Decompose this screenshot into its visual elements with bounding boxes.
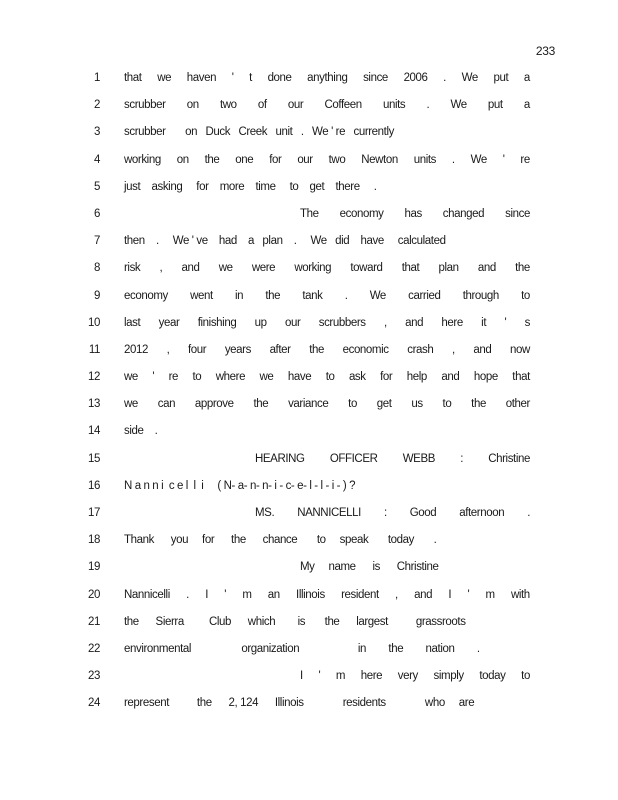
line-number: 17 <box>88 507 100 519</box>
line-number: 18 <box>88 534 100 547</box>
line-number: 15 <box>88 452 100 465</box>
line-text: Nannicelli . I ' m an Illinois resident , and I ' m with <box>124 588 530 601</box>
transcript-line <box>0 259 618 286</box>
line-text: we can approve the variance to get us to the other <box>124 398 530 411</box>
transcript-line <box>0 205 618 232</box>
line-number: 13 <box>88 398 100 411</box>
line-text: the Sierra Club which is the largest grassroots <box>124 615 466 628</box>
line-text: we ' re to where we have to ask for help and hope that <box>124 371 530 384</box>
line-number: 14 <box>88 425 100 438</box>
line-number: 16 <box>88 479 100 492</box>
line-text: 2012 , four years after the economic crash , and now <box>124 343 530 356</box>
transcript-line <box>0 69 618 96</box>
line-number: 4 <box>94 153 100 166</box>
transcript-line <box>0 640 618 667</box>
line-text: I ' m here very simply today to <box>300 670 530 683</box>
transcript-line <box>0 667 618 694</box>
line-text: Thank you for the chance to speak today . <box>124 534 437 547</box>
line-number: 19 <box>88 561 100 574</box>
line-text: MS. NANNICELLI : Good afternoon . <box>255 507 530 519</box>
transcript-line <box>0 96 618 123</box>
line-text: just asking for more time to get there . <box>124 180 377 193</box>
line-text: side . <box>124 425 158 438</box>
line-number: 20 <box>88 588 100 601</box>
line-number: 12 <box>88 371 100 384</box>
transcript-line <box>0 151 618 178</box>
line-text: represent the 2, 124 Illinois residents who are <box>124 697 475 710</box>
line-text: then . We ' ve had a plan . We did have calculated <box>124 235 446 248</box>
transcript-line <box>0 504 618 531</box>
line-text: The economy has changed since <box>300 207 530 220</box>
line-number: 6 <box>94 207 100 220</box>
transcript-line <box>0 422 618 449</box>
line-text: working on the one for our two Newton units . We ' re <box>124 153 530 166</box>
line-number: 7 <box>94 235 100 248</box>
transcript-line <box>0 477 618 504</box>
line-text: scrubber on two of our Coffeen units . We put a <box>124 99 530 112</box>
transcript-line <box>0 314 618 341</box>
line-text: scrubber on Duck Creek unit . We ' re currently <box>124 126 394 139</box>
transcript-line <box>0 613 618 640</box>
line-number: 3 <box>94 126 100 139</box>
line-text: HEARING OFFICER WEBB : Christine <box>255 452 530 465</box>
line-text: environmental organization in the nation . <box>124 642 480 655</box>
line-number: 24 <box>88 697 100 710</box>
line-number: 9 <box>94 289 100 302</box>
line-number: 1 <box>94 72 100 84</box>
line-text: risk , and we were working toward that plan and the <box>124 262 530 275</box>
line-number: 10 <box>88 316 100 329</box>
line-text: that we haven ' t done anything since 2006 . We put a <box>124 72 530 84</box>
line-number: 2 <box>94 99 100 112</box>
line-text: N a n n i c e l l i ( N- a- n- n- i - c- e- l - l - i - ) ? <box>124 479 356 492</box>
line-number: 8 <box>94 262 100 275</box>
line-number: 21 <box>88 615 100 628</box>
line-number: 22 <box>88 642 100 655</box>
transcript-line <box>0 531 618 558</box>
transcript-body <box>0 69 618 722</box>
line-number: 11 <box>88 343 100 356</box>
line-text: economy went in the tank . We carried through to <box>124 289 530 302</box>
transcript-line <box>0 178 618 205</box>
transcript-line <box>0 123 618 150</box>
line-number: 5 <box>94 180 100 193</box>
transcript-line <box>0 558 618 585</box>
transcript-line <box>0 341 618 368</box>
transcript-line <box>0 450 618 477</box>
transcript-line <box>0 586 618 613</box>
transcript-line <box>0 395 618 422</box>
line-text: My name is Christine <box>300 561 439 574</box>
transcript-line <box>0 368 618 395</box>
transcript-line <box>0 287 618 314</box>
line-number: 23 <box>88 670 100 683</box>
transcript-line <box>0 232 618 259</box>
line-text: last year finishing up our scrubbers , and here it ' s <box>124 316 530 329</box>
transcript-line <box>0 694 618 721</box>
page-number: 233 <box>535 44 555 58</box>
